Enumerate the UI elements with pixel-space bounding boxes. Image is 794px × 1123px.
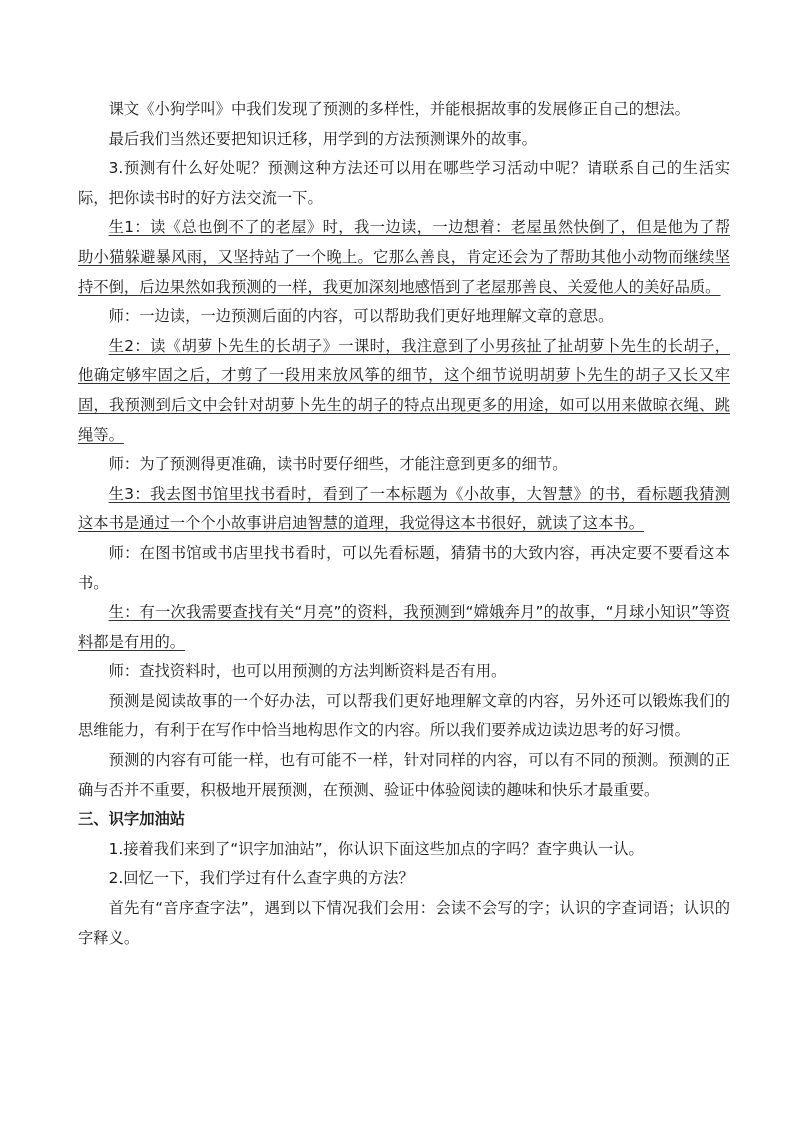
paragraph-knowledge-transfer: 最后我们当然还要把知识迁移，用学到的方法预测课外的故事。 xyxy=(108,129,537,148)
paragraph-teacher-1: 师：一边读，一边预测后面的内容，可以帮助我们更好地理解文章的意思。 xyxy=(108,307,614,326)
paragraph-question-3: 3.预测有什么好处呢？预测这种方法还可以用在哪些学习活动中呢？请联系自己的生活实际，把你读书时的好方法交流一下。 xyxy=(78,159,730,207)
student-answer-text: 生2：读《胡萝卜先生的长胡子》一课时，我注意到了小男孩扯了扯胡萝卜先生的长胡子，他确定够牢固之后，才剪了一段用来放风筝的细节，这个细节说明胡萝卜先生的胡子又长又牢固，我预测到后文中会针对胡萝卜先生的胡子的特点出现更多的用途，如可以用来做晾衣绳、跳绳等。 xyxy=(78,336,730,444)
paragraph-teacher-3: 师：在图书馆或书店里找书看时，可以先看标题，猜猜书的大致内容，再决定要不要看这本书。 xyxy=(78,543,730,592)
paragraph-teacher-2: 师：为了预测得更准确，读书时要仔细些，才能注意到更多的细节。 xyxy=(108,455,568,474)
paragraph-prediction-variety: 预测的内容有可能一样，也有可能不一样，针对同样的内容，可以有不同的预测。预测的正确与否并不重要，积极地开展预测，在预测、验证中体验阅读的趣味和快乐才最重要。 xyxy=(78,751,730,799)
paragraph-lesson-intro: 课文《小狗学叫》中我们发现了预测的多样性，并能根据故事的发展修正自己的想法。 xyxy=(108,100,690,118)
document-body xyxy=(78,95,730,953)
student-answer-text: 生1：读《总也倒不了的老屋》时，我一边读，一边想着：老屋虽然快倒了，但是他为了帮助小猫躲避暴风雨，又坚持站了一个晚上。它那么善良，肯定还会为了帮助其他小动物而继续坚持不倒，后边果然如我预测的一样，我更加深刻地感悟到了老屋那善良、关爱他人的美好品质。 xyxy=(78,218,730,296)
student-answer-text: 生3：我去图书馆里找书看时，看到了一本标题为《小故事，大智慧》的书，看标题我猜测这本书是通过一个个小故事讲启迪智慧的道理，我觉得这本书很好，就读了这本书。 xyxy=(78,484,730,533)
paragraph-prediction-benefit: 预测是阅读故事的一个好办法，可以帮我们更好地理解文章的内容，另外还可以锻炼我们的思维能力，有利于在写作中恰当地构思作文的内容。所以我们要养成边读边思考的好习惯。 xyxy=(78,691,730,740)
paragraph-item-2: 2.回忆一下，我们学过有什么查字典的方法？ xyxy=(108,869,414,888)
paragraph-student-3 xyxy=(78,480,730,539)
section-heading: 三、识字加油站 xyxy=(78,810,186,829)
paragraph-student-2 xyxy=(78,332,730,450)
student-answer-text: 生：有一次我需要查找有关“月亮”的资料，我预测到“嫦娥奔月”的故事，“月球小知识”等资料都是有用的。 xyxy=(78,603,730,651)
paragraph-item-1: 1.接着我们来到了“识字加油站”，你认识下面这些加点的字吗？查字典认一认。 xyxy=(108,839,644,858)
paragraph-student-1 xyxy=(78,213,730,302)
paragraph-phonetic-method: 首先有“音序查字法”，遇到以下情况我们会用：会读不会写的字；认识的字查词语；认识的字释义。 xyxy=(78,899,730,947)
paragraph-teacher-4: 师：查找资料时，也可以用预测的方法判断资料是否有用。 xyxy=(108,662,507,681)
paragraph-student-4 xyxy=(78,598,730,657)
